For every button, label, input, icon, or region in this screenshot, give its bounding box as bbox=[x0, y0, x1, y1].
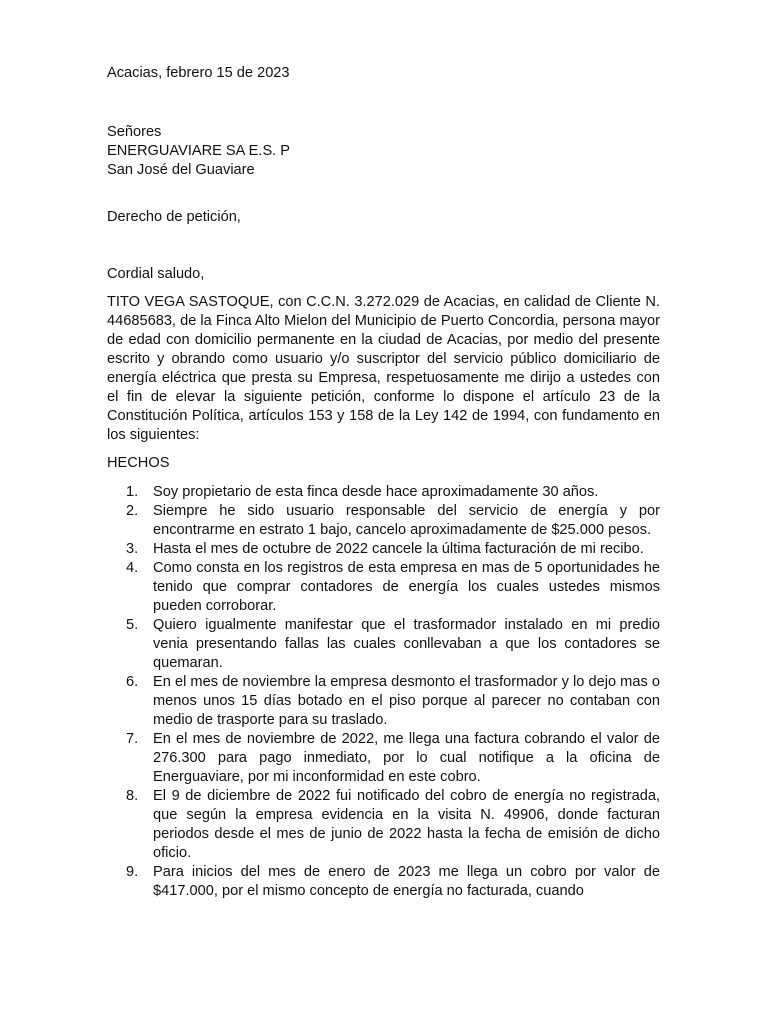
list-item bbox=[107, 540, 660, 559]
list-item-text: Quiero igualmente manifestar que el trasformador instalado en mi predio venia presentando fallas las cuales conllevaban a que los contadores se quemaran. bbox=[153, 617, 660, 671]
list-item-text: En el mes de noviembre la empresa desmonto el trasformador y lo dejo mas o menos unos 15 días botado en el piso porque al parecer no contaban con medio de trasporte para su traslado. bbox=[153, 674, 660, 728]
list-item-text: Para inicios del mes de enero de 2023 me llega un cobro por valor de $417.000, por el mismo concepto de energía no facturada, cuando bbox=[153, 864, 660, 899]
intro-paragraph: TITO VEGA SASTOQUE, con C.C.N. 3.272.029 de Acacias, en calidad de Cliente N. 44685683, de la Finca Alto Mielon del Municipio de Puerto Concordia, persona mayor de edad con domicilio permanente en la ciudad de Acacias, por medio del presente escrito y obrando como usuario y/o suscriptor del servicio público domiciliario de energía eléctrica que presta su Empresa, respetuosamente me dirijo a ustedes con el fin de elevar la siguiente petición, conforme lo dispone el artículo 23 de la Constitución Política, artículos 153 y 158 de la Ley 142 de 1994, con fundamento en los siguientes: bbox=[107, 294, 660, 443]
letter-body bbox=[107, 64, 660, 901]
addressee-company: ENERGUAVIARE SA E.S. P bbox=[107, 143, 291, 159]
list-item-number: 5. bbox=[126, 617, 139, 633]
list-item-text: Soy propietario de esta finca desde hace aproximadamente 30 años. bbox=[153, 484, 599, 500]
list-item-number: 6. bbox=[126, 674, 139, 690]
list-item bbox=[107, 730, 660, 787]
list-item-text: En el mes de noviembre de 2022, me llega una factura cobrando el valor de 276.300 para pago inmediato, por lo cual notifique a la oficina de Energuaviare, por mi inconformidad en este cobro. bbox=[153, 731, 660, 785]
addressee-block bbox=[107, 123, 660, 180]
facts-heading: HECHOS bbox=[107, 455, 170, 471]
list-item bbox=[107, 502, 660, 540]
list-item bbox=[107, 863, 660, 901]
list-item-text: Como consta en los registros de esta empresa en mas de 5 oportunidades he tenido que comprar contadores de energía los cuales ustedes mismos pueden corroborar. bbox=[153, 560, 660, 614]
list-item-number: 7. bbox=[126, 731, 139, 747]
list-item bbox=[107, 559, 660, 616]
list-item-text: Siempre he sido usuario responsable del servicio de energía y por encontrarme en estrato 1 bajo, cancelo aproximadamente de $25.000 pesos. bbox=[153, 503, 660, 538]
addressee-city: San José del Guaviare bbox=[107, 162, 255, 178]
list-item-number: 2. bbox=[126, 503, 139, 519]
list-item bbox=[107, 787, 660, 863]
list-item-number: 9. bbox=[126, 864, 139, 880]
list-item-text: Hasta el mes de octubre de 2022 cancele la última facturación de mi recibo. bbox=[153, 541, 644, 557]
list-item-number: 3. bbox=[126, 541, 139, 557]
list-item-text: El 9 de diciembre de 2022 fui notificado del cobro de energía no registrada, que según la empresa evidencia en la visita N. 49906, donde facturan periodos desde el mes de junio de 2022 hasta la fecha de emisión de dicho oficio. bbox=[153, 788, 660, 861]
letter-subject: Derecho de petición, bbox=[107, 209, 241, 225]
list-item bbox=[107, 673, 660, 730]
addressee-salutation: Señores bbox=[107, 124, 162, 140]
list-item bbox=[107, 483, 660, 502]
list-item-number: 8. bbox=[126, 788, 139, 804]
facts-list bbox=[107, 483, 660, 901]
list-item-number: 4. bbox=[126, 560, 139, 576]
list-item-number: 1. bbox=[126, 484, 139, 500]
letter-greeting: Cordial saludo, bbox=[107, 266, 205, 282]
list-item bbox=[107, 616, 660, 673]
letter-date: Acacias, febrero 15 de 2023 bbox=[107, 65, 290, 81]
